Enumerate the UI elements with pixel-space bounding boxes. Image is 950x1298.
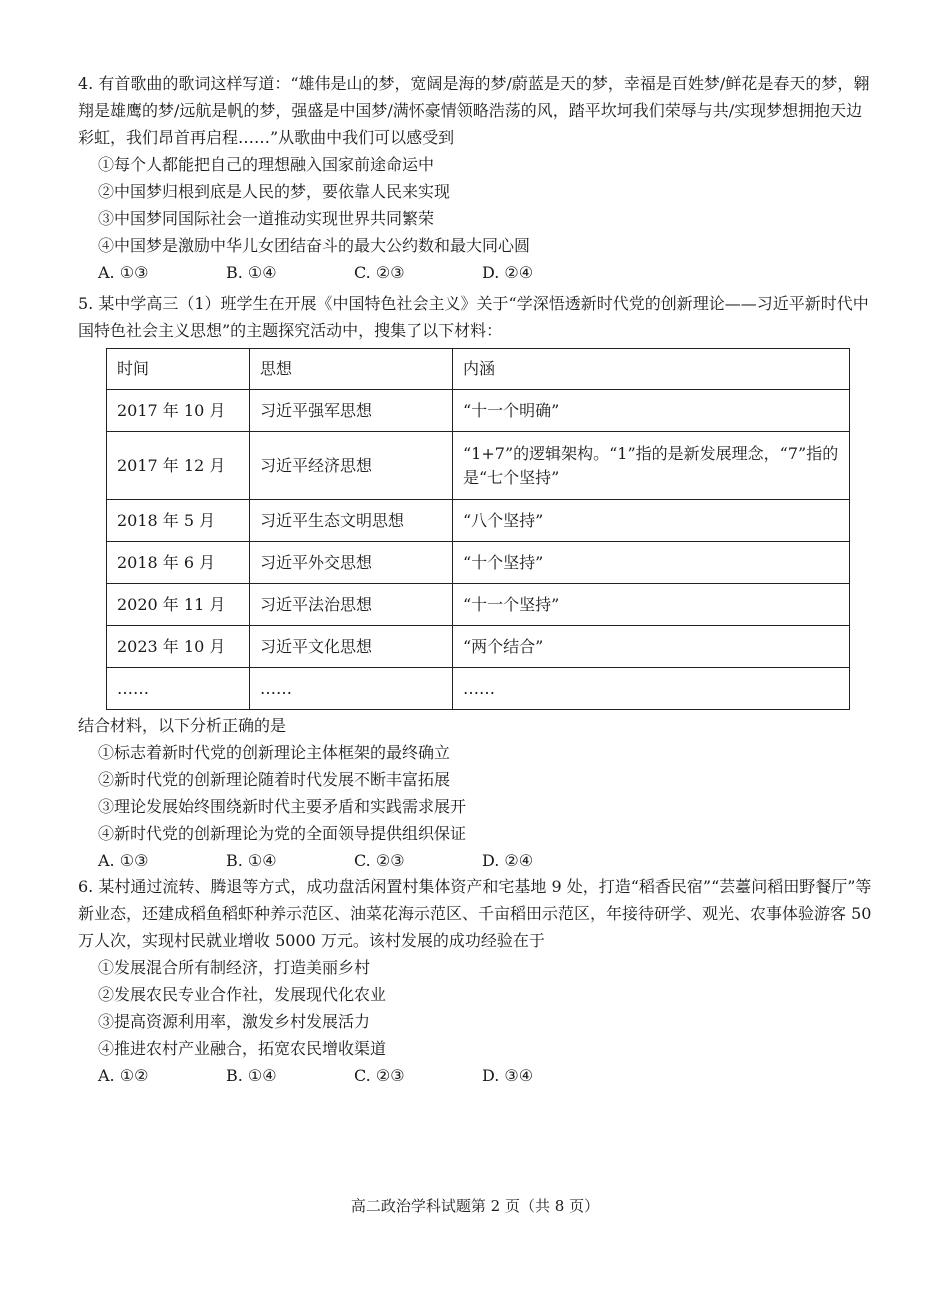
table-header: 思想 (250, 349, 453, 390)
table-cell: 习近平外交思想 (250, 542, 453, 584)
table-header: 时间 (107, 349, 250, 390)
table-cell: 2018 年 6 月 (107, 542, 250, 584)
table-cell: “八个坚持” (453, 500, 850, 542)
answer-b: B. ①④ (226, 263, 277, 282)
question-4-stem: 4. 有首歌曲的歌词这样写道：“雄伟是山的梦，宽阔是海的梦/蔚蓝是天的梦，幸福是百姓梦/鲜花是春天的梦，翱翔是雄鹰的梦/远航是帆的梦，强盛是中国梦/满怀豪情领略浩荡的风，踏平坎坷我们荣辱与共/实现梦想拥抱天边彩虹，我们昂首再启程……”从歌曲中我们可以感受到 (78, 74, 870, 147)
option-1: ①标志着新时代党的创新理论主体框架的最终确立 (98, 743, 451, 762)
table-cell: 2017 年 12 月 (107, 432, 250, 500)
answer-a: A. ①③ (98, 263, 149, 282)
table-row (107, 626, 850, 668)
table-header: 内涵 (453, 349, 850, 390)
page-footer: 高二政治学科试题第 2 页（共 8 页） (350, 1197, 600, 1215)
table-cell: …… (250, 668, 453, 710)
table-row (107, 390, 850, 432)
question-5-prompt: 结合材料，以下分析正确的是 (78, 716, 287, 735)
question-4-answers (98, 259, 878, 286)
question-6-stem: 6. 某村通过流转、腾退等方式，成功盘活闲置村集体资产和宅基地 9 处，打造“稻香民宿”“芸薹问稻田野餐厅”等新业态，还建成稻鱼稻虾种养示范区、油菜花海示范区、千亩稻田示范区，年接待研学、观光、农事体验游客 50 万人次，实现村民就业增收 5000 万元。该村发展的成功经验在于 (78, 877, 872, 950)
table-cell: 习近平文化思想 (250, 626, 453, 668)
option-1: ①发展混合所有制经济，打造美丽乡村 (98, 958, 371, 977)
answer-d: D. ③④ (482, 1066, 534, 1085)
table-row (107, 432, 850, 500)
question-6-options (98, 954, 878, 1062)
table-cell: “十一个明确” (453, 390, 850, 432)
option-4: ④推进农村产业融合，拓宽农民增收渠道 (98, 1039, 387, 1058)
option-3: ③中国梦同国际社会一道推动实现世界共同繁荣 (98, 209, 435, 228)
option-3: ③提高资源利用率，激发乡村发展活力 (98, 1012, 371, 1031)
question-4 (78, 70, 878, 286)
answer-c: C. ②③ (354, 1066, 405, 1085)
table-cell: “两个结合” (453, 626, 850, 668)
option-1: ①每个人都能把自己的理想融入国家前途命运中 (98, 155, 435, 174)
table-cell: “1+7”的逻辑架构。“1”指的是新发展理念，“7”指的是“七个坚持” (453, 432, 850, 500)
table-cell: “十一个坚持” (453, 584, 850, 626)
option-3: ③理论发展始终围绕新时代主要矛盾和实践需求展开 (98, 797, 467, 816)
table-cell: 习近平经济思想 (250, 432, 453, 500)
option-2: ②中国梦归根到底是人民的梦，要依靠人民来实现 (98, 182, 451, 201)
option-4: ④中国梦是激励中华儿女团结奋斗的最大公约数和最大同心圆 (98, 236, 531, 255)
option-2: ②发展农民专业合作社，发展现代化农业 (98, 985, 387, 1004)
table-cell: 习近平法治思想 (250, 584, 453, 626)
question-6 (78, 873, 878, 1089)
table-cell: 2023 年 10 月 (107, 626, 250, 668)
table-cell: 2018 年 5 月 (107, 500, 250, 542)
question-6-answers (98, 1062, 878, 1089)
answer-d: D. ②④ (482, 851, 534, 870)
table-cell: 习近平强军思想 (250, 390, 453, 432)
answer-c: C. ②③ (354, 851, 405, 870)
option-4: ④新时代党的创新理论为党的全面领导提供组织保证 (98, 824, 467, 843)
table-cell: 习近平生态文明思想 (250, 500, 453, 542)
answer-a: A. ①③ (98, 851, 149, 870)
material-table (106, 348, 850, 710)
question-5-options (78, 712, 878, 847)
answer-a: A. ①② (98, 1066, 149, 1085)
table-row (107, 584, 850, 626)
table-header-row (107, 349, 850, 390)
table-row (107, 500, 850, 542)
table-cell: …… (107, 668, 250, 710)
answer-b: B. ①④ (226, 1066, 277, 1085)
question-5-answers (98, 847, 878, 874)
question-5 (78, 290, 878, 874)
answer-d: D. ②④ (482, 263, 534, 282)
option-2: ②新时代党的创新理论随着时代发展不断丰富拓展 (98, 770, 451, 789)
question-4-options (98, 151, 878, 259)
table-cell: “十个坚持” (453, 542, 850, 584)
answer-b: B. ①④ (226, 851, 277, 870)
table-cell: 2017 年 10 月 (107, 390, 250, 432)
table-cell: …… (453, 668, 850, 710)
table-row (107, 668, 850, 710)
answer-c: C. ②③ (354, 263, 405, 282)
question-5-stem: 5. 某中学高三（1）班学生在开展《中国特色社会主义》关于“学深悟透新时代党的创新理论——习近平新时代中国特色社会主义思想”的主题探究活动中，搜集了以下材料： (78, 294, 869, 340)
table-row (107, 542, 850, 584)
table-cell: 2020 年 11 月 (107, 584, 250, 626)
